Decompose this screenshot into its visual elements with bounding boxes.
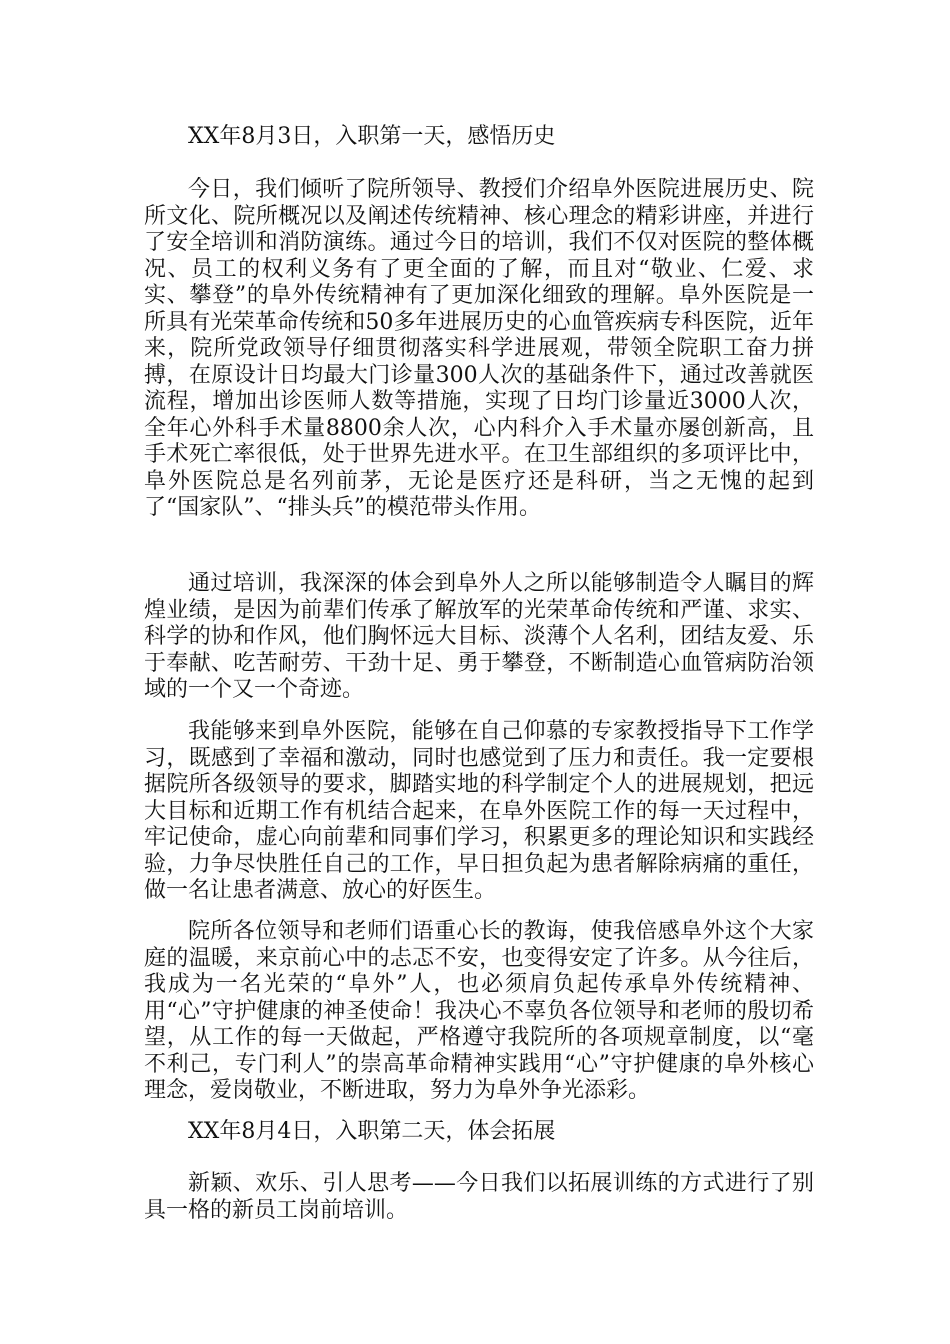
day2-heading: XX年8月4日，入职第二天，体会拓展 [188, 1119, 556, 1144]
day2-body-paragraph: 新颖、欢乐、引人思考——今日我们以拓展训练的方式进行了别具一格的新员工岗前培训。 [144, 1171, 814, 1223]
day1-body-paragraph: 今日，我们倾听了院所领导、教授们介绍阜外医院进展历史、院所文化、院所概况以及阐述传统精神、核心理念的精彩讲座，并进行了安全培训和消防演练。通过今日的培训，我们不仅对医院的整体概况、员工的权利义务有了更全面的了解，而且对“敬业、仁爱、求实、攀登”的阜外传统精神有了更加深化细致的理解。阜外医院是一所具有光荣革命传统和50多年进展历史的心血管疾病专科医院，近年来，院所党政领导仔细贯彻落实科学进展观，带领全院职工奋力拼搏，在原设计日均最大门诊量300人次的基础条件下，通过改善就医流程，增加出诊医师人数等措施，实现了日均门诊量近3000人次，全年心外科手术量8800余人次，心内科介入手术量亦屡创新高，且手术死亡率很低，处于世界先进水平。在卫生部组织的多项评比中，阜外医院总是名列前茅，无论是医疗还是科研，当之无愧的起到了“国家队”、“排头兵”的模范带头作用。 [144, 177, 814, 520]
insight-paragraph-1: 通过培训，我深深的体会到阜外人之所以能够制造令人瞩目的辉煌业绩，是因为前辈们传承了解放军的光荣革命传统和严谨、求实、科学的协和作风，他们胸怀远大目标、淡薄个人名利，团结友爱、乐于奉献、吃苦耐劳、干劲十足、勇于攀登，不断制造心血管病防治领域的一个又一个奇迹。 [144, 571, 814, 702]
insight-paragraph-2: 我能够来到阜外医院，能够在自己仰慕的专家教授指导下工作学习，既感到了幸福和激动，同时也感觉到了压力和责任。我一定要根据院所各级领导的要求，脚踏实地的科学制定个人的进展规划，把远大目标和近期工作有机结合起来，在阜外医院工作的每一天过程中，牢记使命，虚心向前辈和同事们学习，积累更多的理论知识和实践经验，力争尽快胜任自己的工作，早日担负起为患者解除病痛的重任，做一名让患者满意、放心的好医生。 [144, 719, 814, 903]
day1-heading: XX年8月3日，入职第一天，感悟历史 [188, 124, 556, 149]
insight-paragraph-3: 院所各位领导和老师们语重心长的教诲，使我倍感阜外这个大家庭的温暖，来京前心中的忐忑不安，也变得安定了许多。从今往后，我成为一名光荣的“阜外”人，也必须肩负起传承阜外传统精神、用“心”守护健康的神圣使命！我决心不辜负各位领导和老师的殷切希望，从工作的每一天做起，严格遵守我院所的各项规章制度，以“毫不利己，专门利人”的崇高革命精神实践用“心”守护健康的阜外核心理念，爱岗敬业，不断进取，努力为阜外争光添彩。 [144, 919, 814, 1103]
